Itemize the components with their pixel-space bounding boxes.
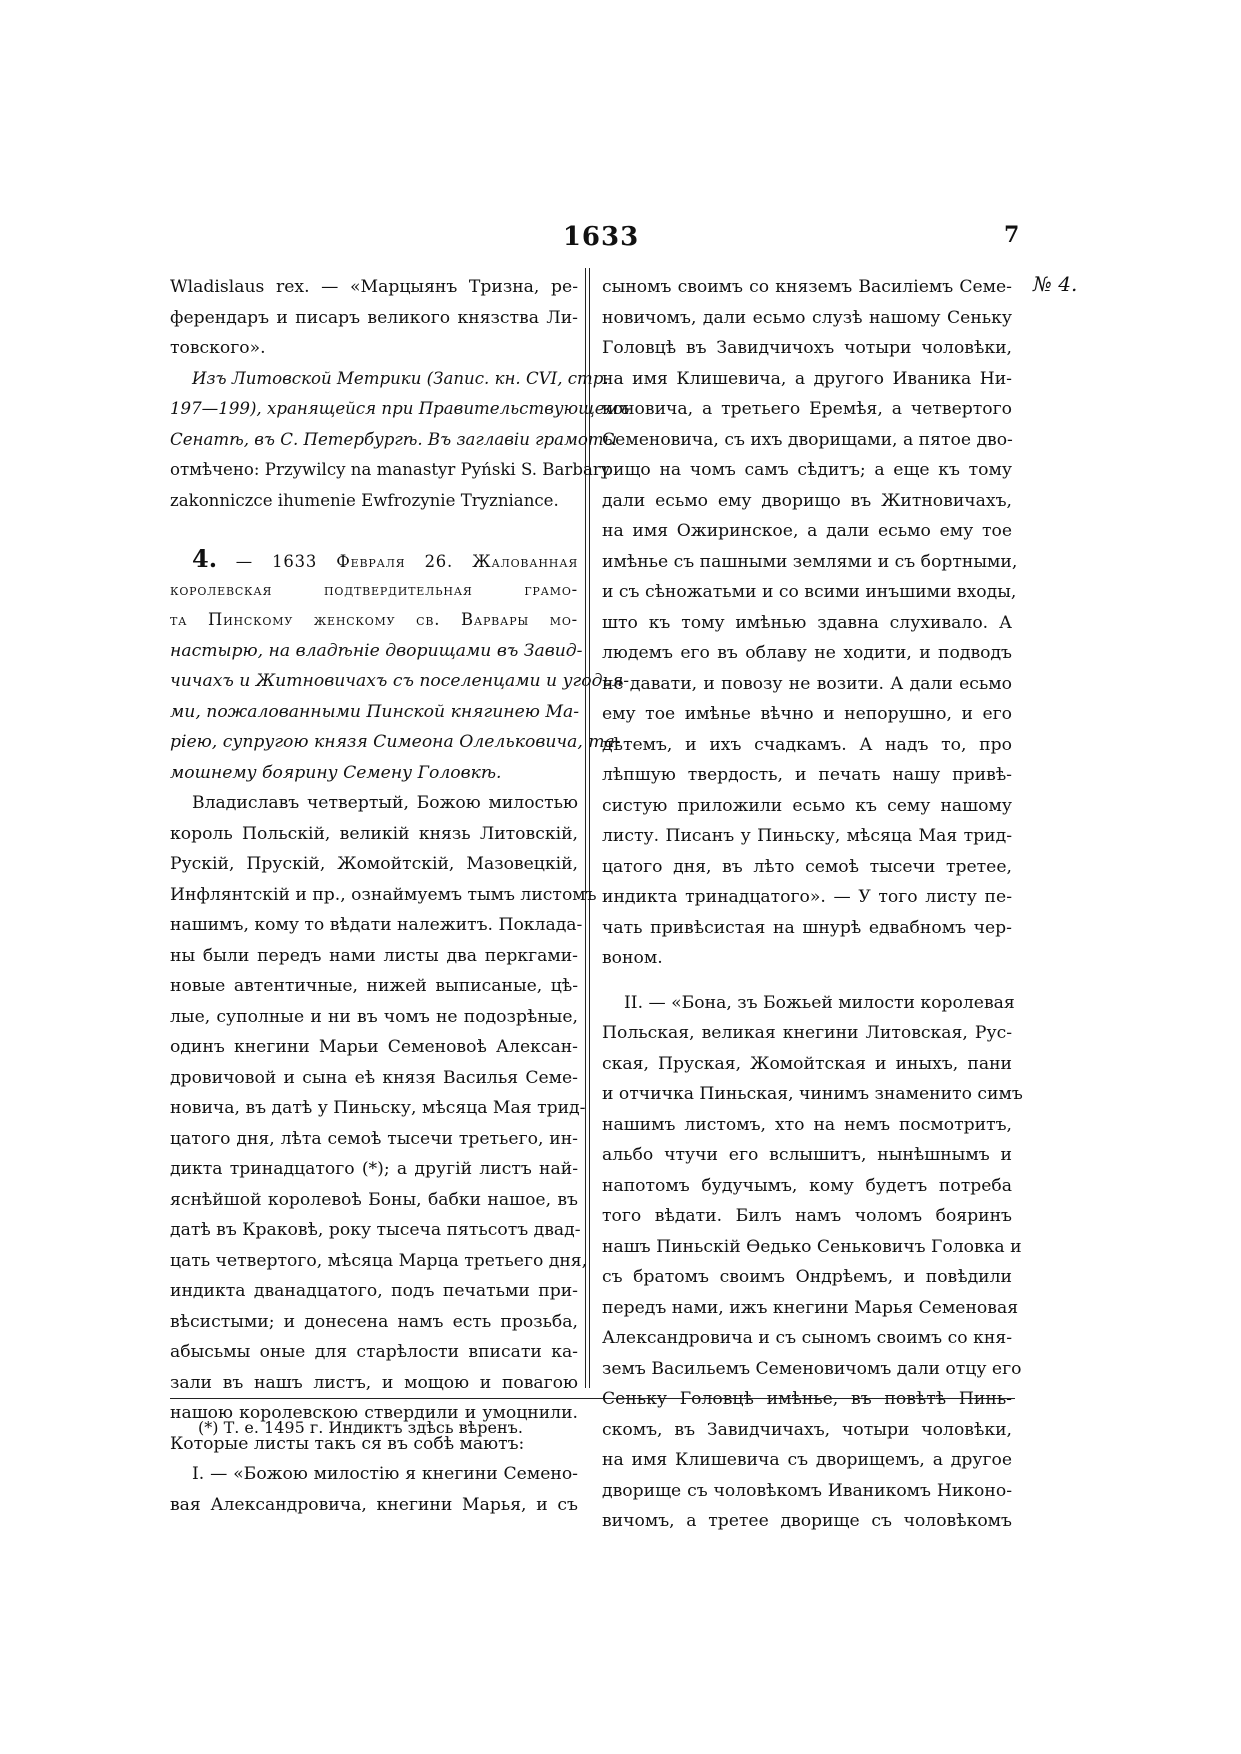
intro-block: [170, 272, 578, 364]
document-1-start: [170, 1459, 578, 1520]
text-line: датѣ въ Краковѣ, року тысеча пятьсотъ двад-: [170, 1220, 581, 1240]
text-line: новичомъ, дали есьмо слузѣ нашому Сеньку: [602, 307, 1012, 328]
text-line: Польская, великая кнегини Литовская, Рус-: [602, 1023, 1012, 1043]
text-line: вѣсистыми; и донесена намъ есть прозьба,: [170, 1311, 578, 1332]
text-line: яснѣйшой королевоѣ Боны, бабки нашое, въ: [170, 1189, 578, 1210]
text-line: рищо на чомъ самъ сѣдитъ; а еще къ тому: [602, 460, 1012, 480]
text-line: новые автентичные, нижей выписаные, цѣ-: [170, 976, 578, 996]
text-line: цатого дня, въ лѣто семоѣ тысечи третее,: [602, 856, 1012, 877]
left-column: [170, 272, 630, 1520]
text-line: цатого дня, лѣта семоѣ тысечи третьего, ин-: [170, 1128, 578, 1149]
text-line: чать привѣсистая на шнурѣ едвабномъ чер-: [602, 917, 1012, 938]
text-line: Сеньку Головцѣ имѣнье, въ повѣтѣ Пинь-: [602, 1389, 1012, 1409]
text-line: вичомъ, а третее дворище съ чоловѣкомъ: [602, 1511, 1012, 1531]
text-line: нашимъ, кому то вѣдати належитъ. Поклада-: [170, 915, 583, 935]
text-line: съ братомъ своимъ Ондрѣемъ, и повѣдили: [602, 1267, 1012, 1287]
text-line: Головцѣ въ Завидчичохъ чотыри чоловѣки,: [602, 338, 1012, 358]
text-line: Рускій, Прускій, Жомойтскій, Мазовецкій,: [170, 854, 578, 874]
text-line: Александровича и съ сыномъ своимъ со кня-: [602, 1328, 1012, 1348]
text-line: дали есьмо ему дворищо въ Житновичахъ,: [602, 490, 1012, 511]
text-line: альбо чтучи его вслышитъ, нынѣшнымъ и: [602, 1145, 1012, 1165]
text-line: Инфлянтскій и пр., ознаймуемъ тымъ листомъ: [170, 884, 597, 905]
footnote-rule: [170, 1398, 1015, 1399]
source-line: отмѣчено: Przywilcy na manastyr Pyński S. Barbary: [170, 460, 611, 479]
text-line: дровичовой и сына еѣ князя Василья Семе-: [170, 1067, 578, 1088]
body-text: [170, 788, 597, 1459]
text-line: дворище съ чоловѣкомъ Иваникомъ Никоно-: [602, 1480, 1012, 1501]
text-line: земъ Васильемъ Семеновичомъ дали отцу его: [602, 1358, 1022, 1379]
text-line: имѣнье съ пашными землями и съ бортными,: [602, 551, 1018, 572]
text-line: вая Александровича, кнегини Марья, и съ: [170, 1494, 578, 1515]
heading-line: ріею, супругою князя Симеона Олельковича, та-: [170, 732, 621, 752]
spacer: [170, 516, 578, 544]
text-line: зали въ нашъ листъ, и мощою и повагою: [170, 1372, 578, 1393]
text-line: Владиславъ четвертый, Божою милостью: [192, 793, 578, 813]
source-line: 197—199), хранящейся при Правительствующемъ: [170, 399, 630, 418]
text-line: ны были передъ нами листы два перкгами-: [170, 945, 578, 966]
heading-number: 4.: [192, 544, 218, 573]
text-line: дикта тринадцатого (*); а другій листъ най-: [170, 1159, 578, 1179]
text-line: воном.: [602, 948, 663, 968]
text-line: што къ тому имѣнью здавна слухивало. А: [602, 612, 1012, 633]
heading-line: чичахъ и Житновичахъ съ поселенцами и угодья-: [170, 671, 630, 691]
text-line: и отчичка Пиньская, чинимъ знаменито симъ: [602, 1084, 1023, 1104]
page-header: [0, 222, 1241, 262]
text-line: индикта тринадцатого». — У того листу пе-: [602, 887, 1012, 907]
heading-line: королевская подтвердительная грамо-: [170, 579, 578, 599]
text-line: и съ сѣножатьми и со всими инъшими входы,: [602, 582, 1017, 602]
heading-line: мошнему боярину Семену Головкѣ.: [170, 762, 502, 783]
source-note: [170, 364, 630, 517]
text-line: абысьмы оные для старѣлости вписати ка-: [170, 1342, 578, 1362]
text-line: лѣпшую твердость, и печать нашу привѣ-: [602, 765, 1012, 785]
text-line: скомъ, въ Завидчичахъ, чотыри чоловѣки,: [602, 1419, 1012, 1440]
text-line: нашимъ листомъ, хто на немъ посмотритъ,: [602, 1114, 1012, 1135]
source-line: zakonniczce ihumenie Ewfrozynie Tryzniance.: [170, 490, 559, 510]
text-line: Семеновича, съ ихъ дворищами, а пятое дво-: [602, 429, 1013, 450]
text-line: на имя Клишевича, а другого Иваника Ни-: [602, 368, 1012, 389]
document-heading: [170, 544, 630, 788]
text-line: коновича, а третьего Еремѣя, а четвертого: [602, 399, 1012, 419]
text-line: на имя Клишевича съ дворищемъ, а другое: [602, 1450, 1012, 1470]
document-2: [602, 988, 1023, 1537]
text-line: индикта дванадцатого, подъ печатьми при-: [170, 1281, 578, 1301]
text-line: передъ нами, ижъ кнегини Марья Семеновая: [602, 1297, 1019, 1318]
text-line: нашою королевскою ствердили и умоцнили.: [170, 1403, 578, 1423]
source-line: Сенатѣ, въ С. Петербургѣ. Въ заглавіи грамоты: [170, 429, 618, 449]
text-line: товского».: [170, 338, 266, 358]
text-line: не давати, и повозу не возити. А дали есьмо: [602, 673, 1012, 694]
text-line: сыномъ своимъ со княземъ Василіемъ Семе-: [602, 277, 1012, 297]
text-line: листу. Писанъ у Пиньску, мѣсяца Мая трид-: [602, 826, 1012, 846]
text-line: цать четвертого, мѣсяца Марца третьего дня,: [170, 1250, 588, 1271]
text-line: на имя Ожиринское, а дали есьмо ему тое: [602, 521, 1012, 541]
document-1-continuation: [602, 272, 1018, 974]
text-line: одинъ кнегини Марьи Семеновоѣ Алексан-: [170, 1037, 578, 1057]
text-line: ская, Пруская, Жомойтская и иныхъ, пани: [602, 1053, 1012, 1074]
text-line: Которые листы такъ ся въ собѣ маютъ:: [170, 1433, 525, 1454]
heading-line: та Пинскому женскому св. Варвары мо-: [170, 610, 578, 629]
text-line: дѣтемъ, и ихъ счадкамъ. А надъ то, про: [602, 734, 1012, 755]
text-line: напотомъ будучымъ, кому будетъ потреба: [602, 1175, 1012, 1196]
text-line: I. — «Божою милостію я кнегини Семено-: [192, 1464, 578, 1484]
text-line: король Польскій, великій князь Литовскій,: [170, 823, 578, 844]
page-number: 7: [1004, 222, 1020, 248]
spacer: [602, 974, 1012, 988]
text-line: того вѣдати. Билъ намъ чоломъ бояринъ: [602, 1206, 1012, 1226]
text-line: новича, въ датѣ у Пиньску, мѣсяца Мая трид-: [170, 1098, 586, 1118]
source-line: Изъ Литовской Метрики (Запис. кн. CVI, стр.: [192, 368, 609, 388]
right-column: [602, 272, 1023, 1537]
footnote: (*) Т. е. 1495 г. Индиктъ здѣсь вѣренъ.: [198, 1418, 523, 1437]
text-line: лые, суполные и ни въ чомъ не подозрѣные,: [170, 1006, 578, 1027]
heading-line: [170, 544, 578, 575]
document-number-margin: № 4.: [1033, 272, 1078, 296]
text-line: систую приложили есьмо къ сему нашому: [602, 795, 1012, 816]
heading-line: настырю, на владѣніе дворищами въ Завид-: [170, 640, 583, 661]
text-line: Wladislaus rex. — «Марцыянъ Тризна, ре-: [170, 277, 578, 297]
heading-line: ми, пожалованными Пинской княгинею Ма-: [170, 701, 580, 722]
text-line: ему тое имѣнье вѣчно и непорушно, и его: [602, 704, 1012, 724]
page-year: 1633: [562, 222, 640, 252]
text-line: II. — «Бона, зъ Божьей милости королевая: [624, 992, 1015, 1013]
text-line: ферендаръ и писаръ великого князства Ли-: [170, 307, 578, 328]
heading-text: — 1633 Февраля 26. Жалованная: [235, 552, 579, 571]
text-line: нашъ Пиньскій Ѳедько Сеньковичъ Головка и: [602, 1236, 1022, 1257]
text-line: людемъ его въ облаву не ходити, и подводъ: [602, 643, 1012, 663]
